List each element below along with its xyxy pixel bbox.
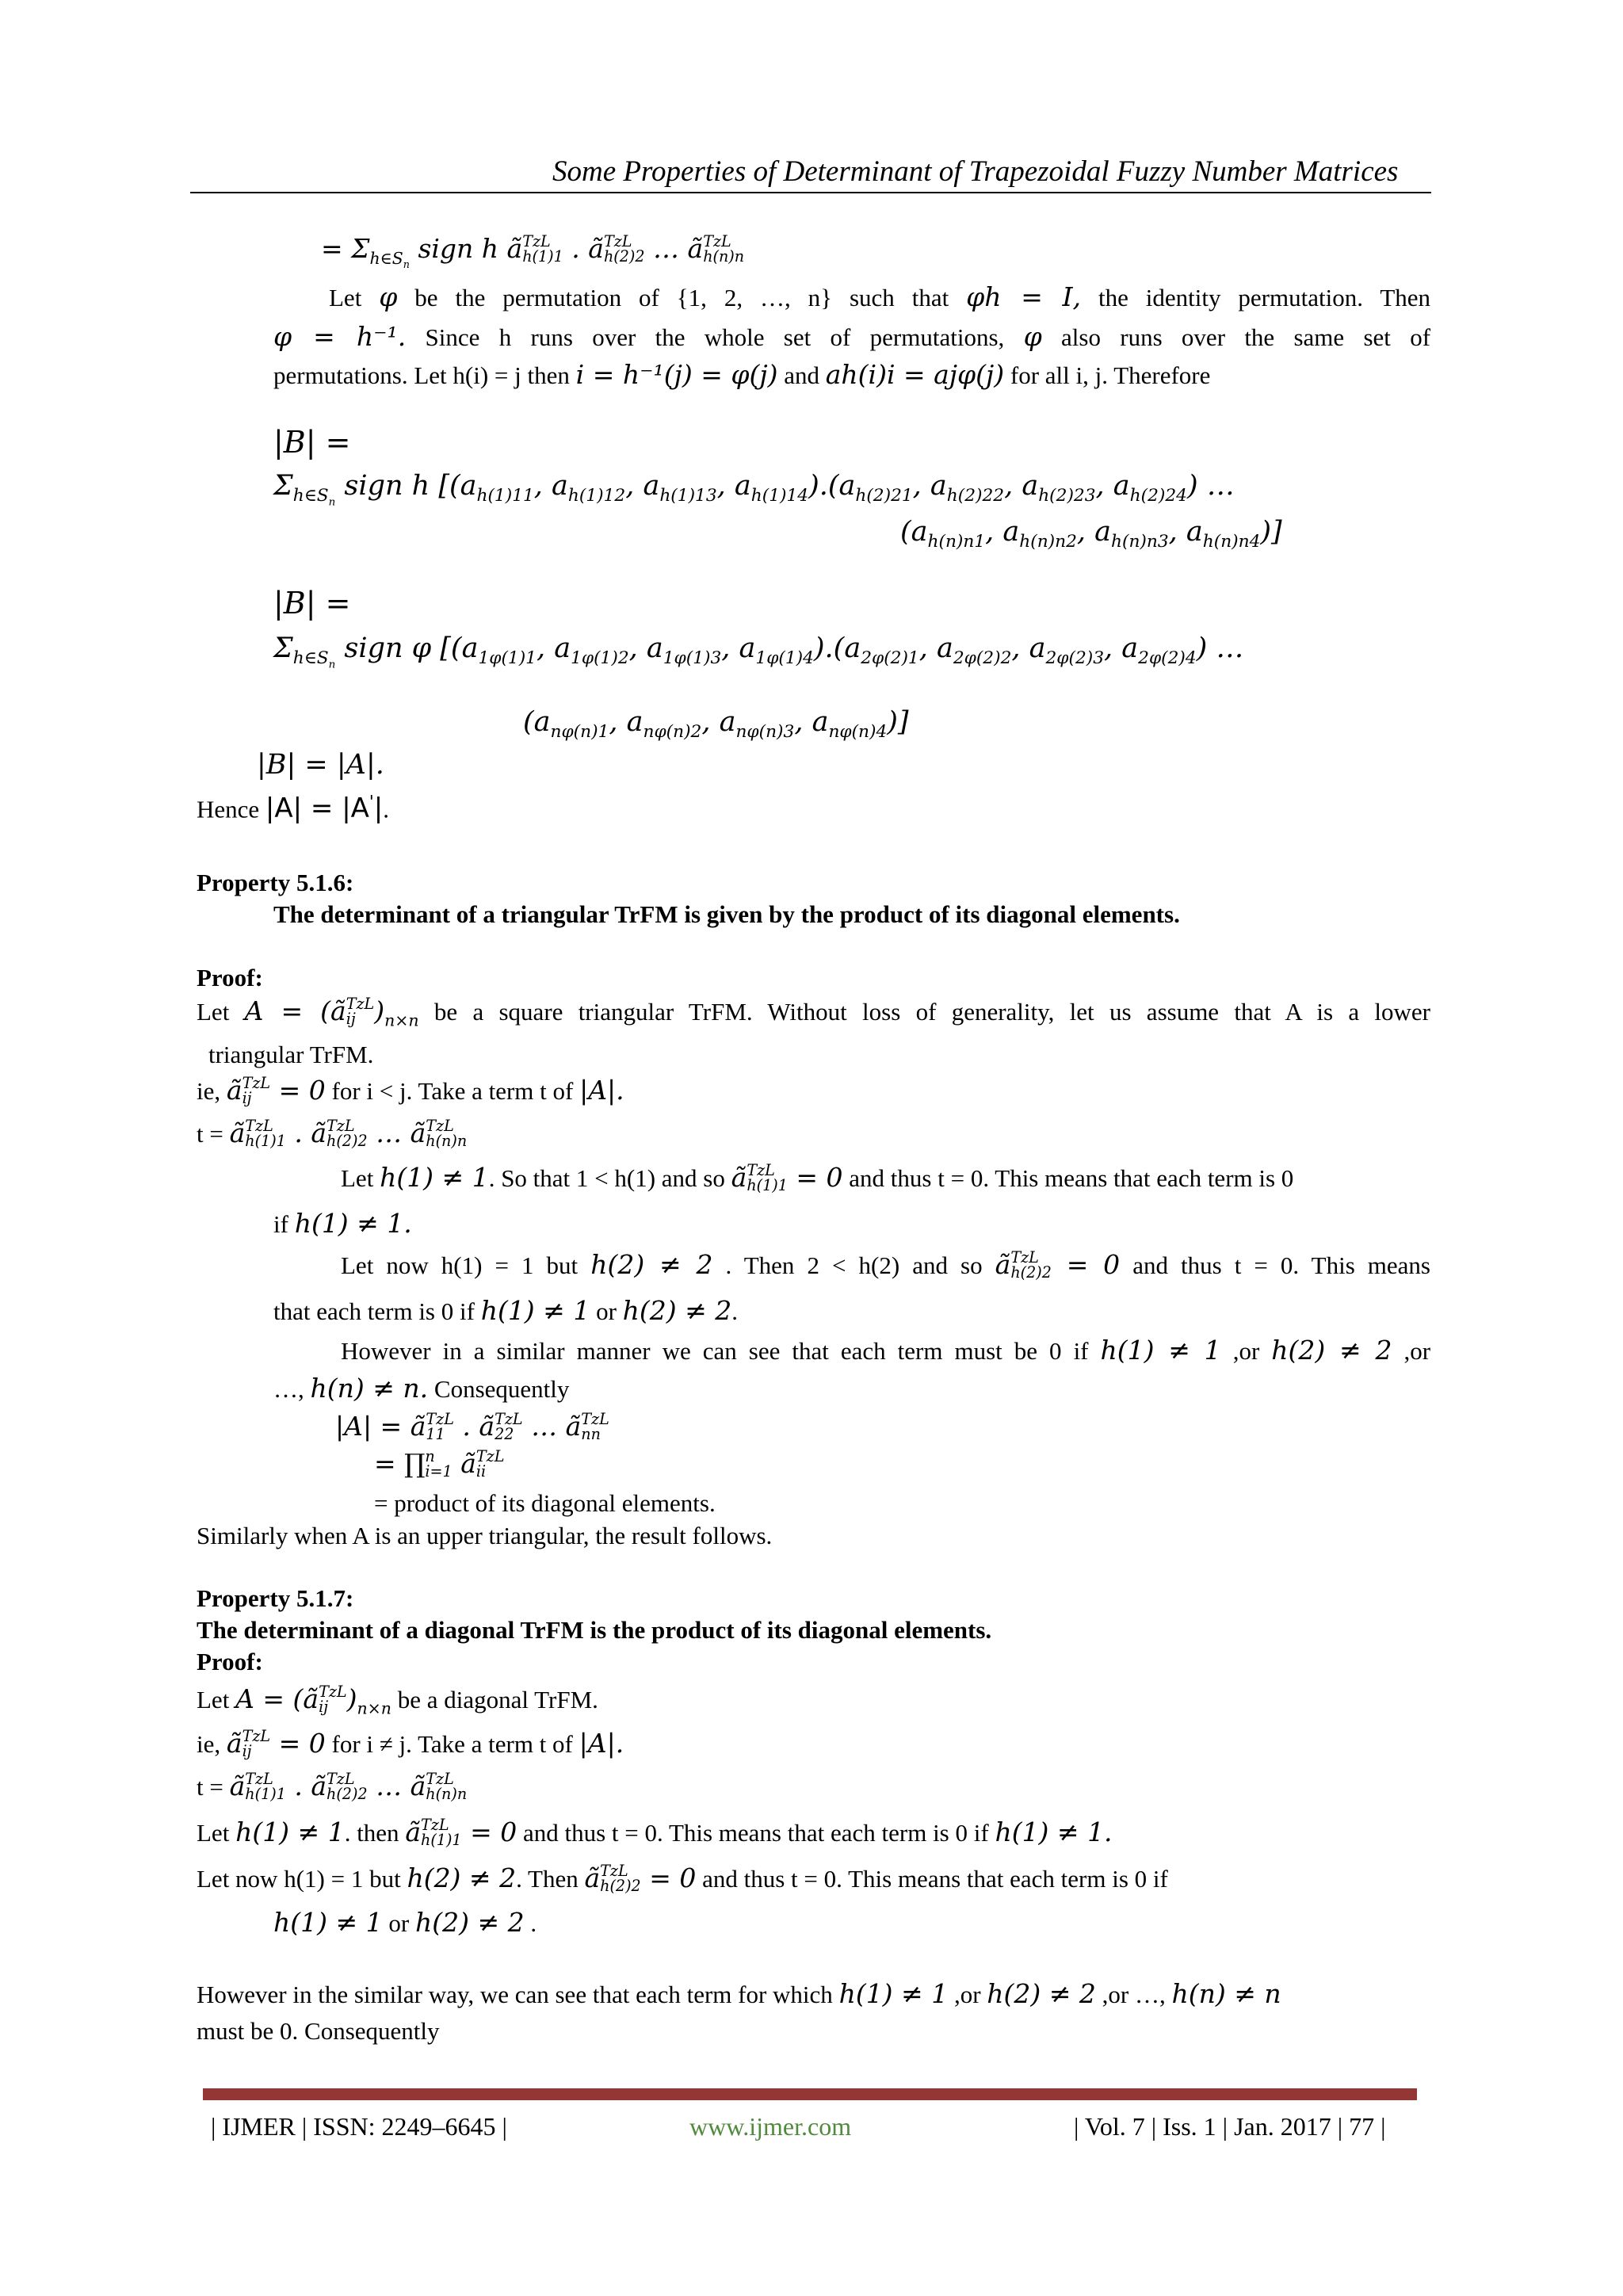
- p517-line-5: Let now h(1) = 1 but h(2) ≠ 2. Then ã TzL h(2)2 = 0 and thus t = 0. This means that each term is 0 if: [197, 1861, 1168, 1895]
- p517-line-2: ie, ã TzL ij = 0 for i ≠ j. Take a term t of |A|.: [197, 1726, 624, 1760]
- p516-line-9: However in a similar manner we can see that each term must be 0 if h(1) ≠ 1 ,or h(2) ≠ 2 ,or: [341, 1335, 1431, 1366]
- p516-line-1: Let A = (ã TzL ij )$_{n\times n}$ be a square triangular TrFM. Without loss of generality, let us assume that A is a lower: [197, 994, 1431, 1030]
- paragraph-permutation-2: φ = h⁻¹. Since h runs over the whole set of permutations, φ also runs over the same set of: [273, 321, 1431, 352]
- p516-line-5: Let h(1) ≠ 1. So that 1 < h(1) and so ã TzL h(1)1 = 0 and thus t = 0. This means that each term is 0: [341, 1160, 1294, 1194]
- property-516-proof-label: Proof:: [197, 964, 263, 991]
- equation-b-equals-a: |B| = |A|.: [257, 749, 384, 781]
- property-517-heading: Property 5.1.7:: [197, 1584, 354, 1612]
- p517-line-1: Let A = (ã TzL ij )$_{n\times n}$ be a diagonal TrFM.: [197, 1682, 598, 1718]
- property-516-statement: The determinant of a triangular TrFM is given by the product of its diagonal elements.: [273, 900, 1180, 928]
- equation-b2-sum: $\Sigma_{h\in S_n}$ sign φ [($a_{1\varphi(1)1}$, $a_{1\varphi(1)2}$, $a_{1\varphi(1)3}$, $a_{1\varphi(1)4}).(a_{2\varphi(2)1}$, $a_{2\varphi(2)2}$, $a_{2\varphi(2)3}$, $a_{2\varphi(2)4}$) …: [273, 632, 1244, 671]
- p517-line-7: However in the similar way, we can see that each term for which h(1) ≠ 1 ,or h(2) ≠ 2 ,or …, h(n) ≠ n: [197, 1978, 1281, 2009]
- p517-line-8: must be 0. Consequently: [197, 2017, 440, 2045]
- p516-line-2: triangular TrFM.: [208, 1041, 374, 1068]
- p516-line-8: that each term is 0 if h(1) ≠ 1 or h(2) ≠ 2.: [273, 1295, 739, 1326]
- p516-line-11: |A| = ã TzL 11 . ã TzL 22 … ã TzL nn: [335, 1409, 609, 1443]
- p516-line-13: = product of its diagonal elements.: [374, 1489, 716, 1517]
- footer-volume-page: | Vol. 7 | Iss. 1 | Jan. 2017 | 77 |: [1074, 2112, 1386, 2141]
- equation-b2-label: |B| =: [273, 586, 351, 621]
- property-517-statement: The determinant of a diagonal TrFM is the product of its diagonal elements.: [197, 1616, 992, 1644]
- p517-line-4: Let h(1) ≠ 1. then ã TzL h(1)1 = 0 and thus t = 0. This means that each term is 0 if h(1) ≠ 1.: [197, 1815, 1113, 1849]
- footer-website-link[interactable]: www.ijmer.com: [689, 2112, 852, 2141]
- equation-sum-sign-h: = $\Sigma_{h\in S_n}$ sign h ã TzL h(1)1 . ã TzL h(2)2 … ã TzL h(n)n: [321, 231, 745, 270]
- footer-bar: [203, 2088, 1417, 2100]
- equation-b1-label: |B| =: [273, 425, 351, 460]
- property-516-heading: Property 5.1.6:: [197, 869, 354, 896]
- equation-b2-cont: ($a_{n\varphi(n)1}$, $a_{n\varphi(n)2}$, $a_{n\varphi(n)3}$, $a_{n\varphi(n)4}$)]: [523, 706, 909, 742]
- property-517-proof-label: Proof:: [197, 1648, 263, 1675]
- p516-line-4: t = ã TzL h(1)1 . ã TzL h(2)2 … ã TzL h(n)n: [197, 1116, 468, 1150]
- paragraph-permutation-3: permutations. Let h(i) = j then i = h⁻¹(j) = φ(j) and ah(i)i = ajφ(j) for all i, j. Therefore: [273, 359, 1211, 390]
- p517-line-6: h(1) ≠ 1 or h(2) ≠ 2 .: [273, 1907, 537, 1938]
- p516-line-10: …, h(n) ≠ n. Consequently: [273, 1373, 570, 1404]
- p516-line-7: Let now h(1) = 1 but h(2) ≠ 2 . Then 2 < h(2) and so ã TzL h(2)2 = 0 and thus t = 0. This means: [341, 1247, 1430, 1282]
- footer-journal-issn: | IJMER | ISSN: 2249–6645 |: [211, 2112, 507, 2141]
- p516-line-14: Similarly when A is an upper triangular, the result follows.: [197, 1522, 773, 1549]
- p516-line-12: = ∏ n i=1 ã TzL ii: [374, 1446, 505, 1480]
- equation-b1-cont: ($a_{h(n)n1}$, $a_{h(n)n2}$, $a_{h(n)n3}$, $a_{h(n)n4}$)]: [900, 516, 1282, 552]
- paragraph-permutation-1: Let φ be the permutation of {1, 2, …, n} such that φh = I, the identity permutation. Then: [329, 281, 1431, 312]
- p517-line-3: t = ã TzL h(1)1 . ã TzL h(2)2 … ã TzL h(n)n: [197, 1769, 468, 1803]
- equation-b1-sum: $\Sigma_{h\in S_n}$ sign h [($a_{h(1)11}$, $a_{h(1)12}$, $a_{h(1)13}$, $a_{h(1)14}).(a_{h(2)21}$, $a_{h(2)22}$, $a_{h(2)23}$, $a_{h(2)24}$) …: [273, 470, 1235, 509]
- running-header-title: Some Properties of Determinant of Trapezoidal Fuzzy Number Matrices: [552, 155, 1399, 188]
- p516-line-6: if h(1) ≠ 1.: [273, 1208, 412, 1239]
- header-rule: [190, 192, 1431, 193]
- hence-line: Hence |A| = |A'|.: [197, 792, 389, 825]
- p516-line-3: ie, ã TzL ij = 0 for i < j. Take a term t of |A|.: [197, 1073, 624, 1107]
